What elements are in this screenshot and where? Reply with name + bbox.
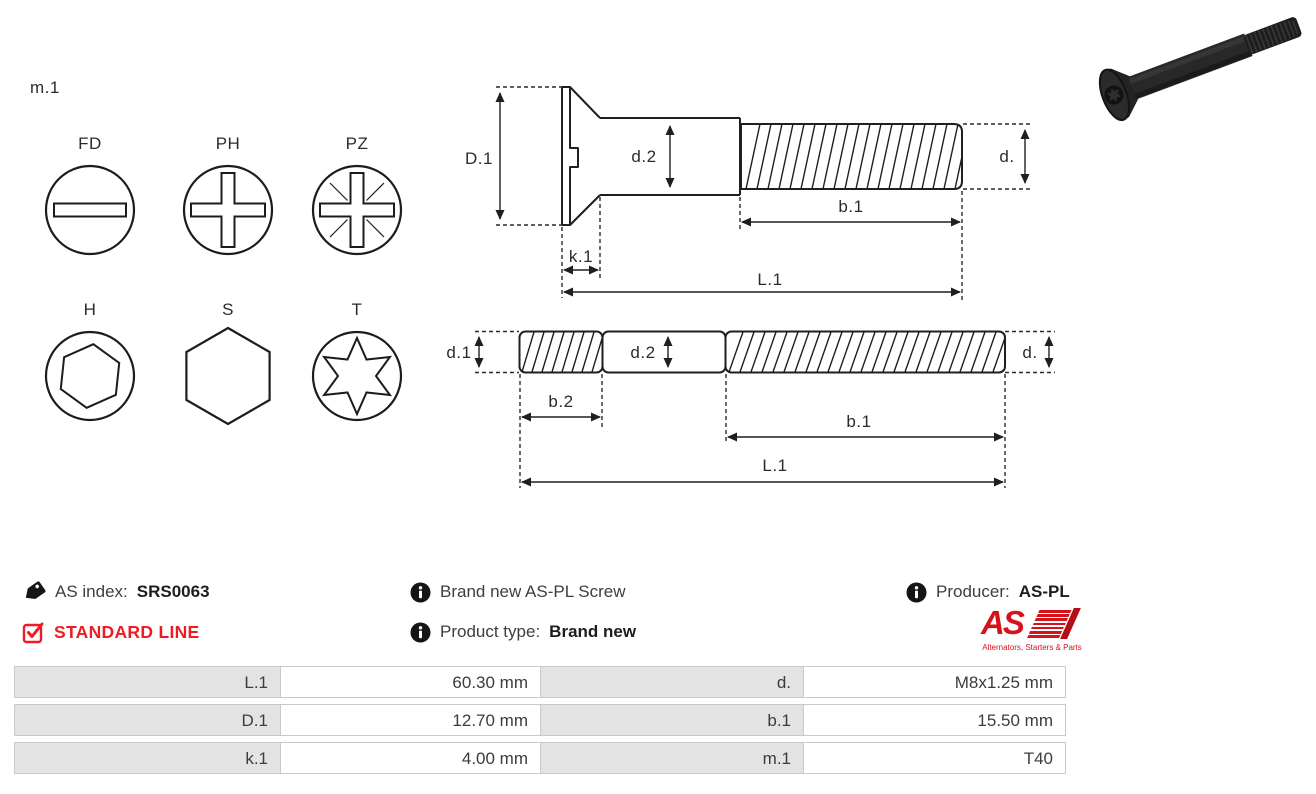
dim-d2-bottom: d.2 xyxy=(630,343,656,362)
dim-L1-bottom: L.1 xyxy=(762,456,788,475)
tag-icon xyxy=(22,580,46,604)
spec-label: k.1 xyxy=(14,742,280,774)
table-row xyxy=(14,704,1066,736)
drive-type-fd-label: FD xyxy=(78,134,102,153)
dim-b1-top: b.1 xyxy=(838,197,864,216)
table-row xyxy=(14,666,1066,698)
dim-d-bottom: d. xyxy=(1022,343,1038,362)
as-index-row xyxy=(22,580,210,604)
dim-b2-bottom: b.2 xyxy=(548,392,574,411)
product-type-label: Product type: xyxy=(440,622,541,641)
standard-line-row xyxy=(22,620,200,644)
spec-value: M8x1.25 mm xyxy=(803,666,1066,698)
dim-d1-bottom: d.1 xyxy=(446,343,472,362)
drive-type-pz-label: PZ xyxy=(345,134,369,153)
slotted-drive-icon xyxy=(40,160,140,260)
dim-d-top: d. xyxy=(999,147,1015,166)
drive-type-s xyxy=(178,300,278,426)
spec-label: d. xyxy=(541,666,803,698)
drive-type-h xyxy=(40,300,140,426)
spec-label: m.1 xyxy=(541,742,803,774)
spec-value: 60.30 mm xyxy=(280,666,541,698)
spec-value: T40 xyxy=(803,742,1066,774)
info-icon xyxy=(410,622,431,643)
table-row xyxy=(14,742,1066,774)
product-type-value: Brand new xyxy=(549,622,637,641)
drive-type-s-label: S xyxy=(222,300,234,319)
drive-type-t xyxy=(307,300,407,426)
product-type-row xyxy=(410,620,636,644)
phillips-drive-icon xyxy=(178,160,278,260)
drive-type-ph xyxy=(178,134,278,260)
producer-row xyxy=(906,580,1070,604)
description-text: Brand new AS-PL Screw xyxy=(440,582,626,601)
dim-L1-top: L.1 xyxy=(757,270,783,289)
drive-type-pz xyxy=(307,134,407,260)
as-index-value: SRS0063 xyxy=(136,582,210,601)
drive-type-t-label: T xyxy=(351,300,363,319)
product-photo xyxy=(1078,2,1316,150)
spec-label: b.1 xyxy=(541,704,803,736)
spec-label: L.1 xyxy=(14,666,280,698)
technical-drawing xyxy=(430,60,1070,510)
description-row xyxy=(410,580,626,604)
spec-value: 15.50 mm xyxy=(803,704,1066,736)
as-pl-logo-tagline: Alternators, Starters & Parts xyxy=(982,643,1082,652)
spec-value: 4.00 mm xyxy=(280,742,541,774)
as-pl-logo-text: AS xyxy=(981,604,1023,641)
spec-value: 12.70 mm xyxy=(280,704,541,736)
countersunk-screw-drawing xyxy=(465,87,1032,300)
torx-drive-icon xyxy=(307,326,407,426)
stud-drawing xyxy=(446,332,1055,489)
m1-section-label: m.1 xyxy=(30,78,60,97)
producer-label: Producer: xyxy=(936,582,1010,601)
standard-line-label: STANDARD LINE xyxy=(54,621,200,642)
drive-type-fd xyxy=(40,134,140,260)
drive-type-ph-label: PH xyxy=(215,134,241,153)
dim-b1-bottom: b.1 xyxy=(846,412,872,431)
drive-type-h-label: H xyxy=(83,300,97,319)
dim-d2-top: d.2 xyxy=(631,147,657,166)
hex-head-drive-icon xyxy=(178,326,278,426)
as-index-label: AS index: xyxy=(55,582,128,601)
pozidriv-drive-icon xyxy=(307,160,407,260)
info-icon xyxy=(906,582,927,603)
spec-table xyxy=(14,666,1066,780)
spec-label: D.1 xyxy=(14,704,280,736)
producer-value: AS-PL xyxy=(1018,582,1070,601)
as-pl-logo xyxy=(973,606,1091,652)
info-icon xyxy=(410,582,431,603)
dim-k1-top: k.1 xyxy=(568,247,594,266)
hex-socket-drive-icon xyxy=(40,326,140,426)
dim-D1-top: D.1 xyxy=(465,149,493,168)
checkbox-icon xyxy=(22,621,45,644)
